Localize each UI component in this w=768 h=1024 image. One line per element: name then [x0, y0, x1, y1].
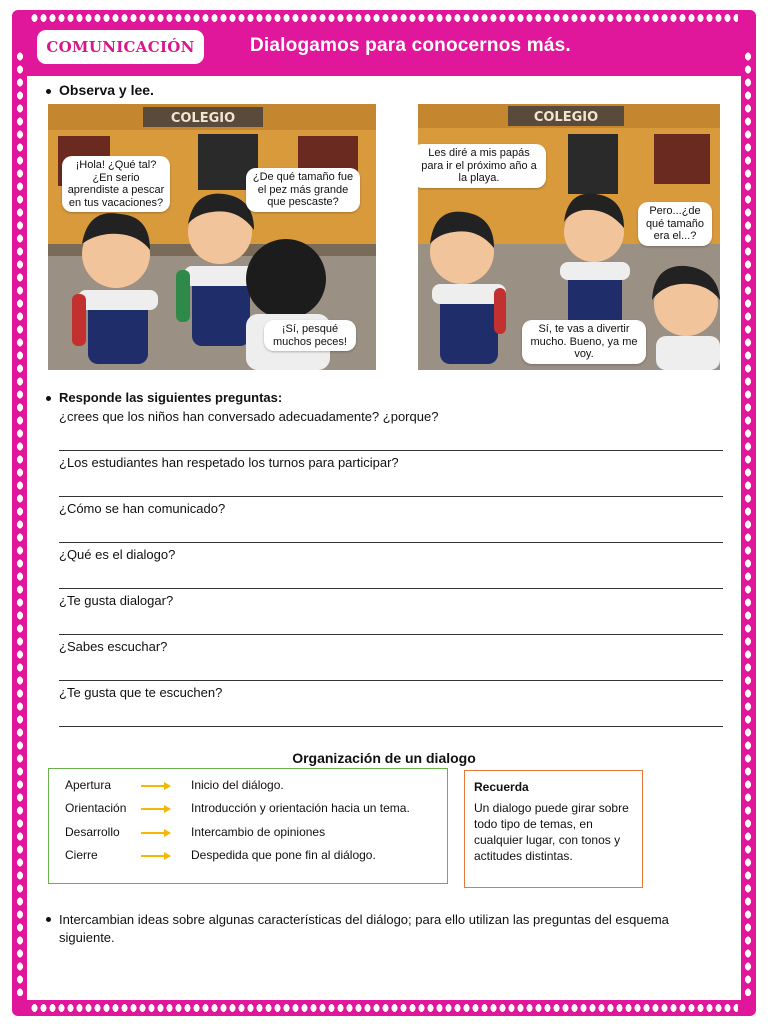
speech-bubble: ¿De qué tamaño fue el pez más grande que pescaste? [246, 168, 360, 212]
question-item [59, 545, 723, 591]
arrow-right-icon [141, 808, 169, 810]
recuerda-title: Recuerda [474, 780, 529, 794]
frame-dots-bottom [30, 1003, 738, 1013]
subject-badge: COMUNICACIÓN [37, 30, 204, 64]
answer-line[interactable] [59, 680, 723, 681]
bullet-icon [46, 396, 51, 401]
question-text: ¿Los estudiantes han respetado los turnos para participar? [59, 455, 399, 470]
question-list [59, 407, 723, 729]
organization-title: Organización de un dialogo [292, 750, 476, 766]
bullet-icon [46, 917, 51, 922]
school-sign: COLEGIO [533, 110, 599, 125]
arrow-right-icon [141, 785, 169, 787]
question-item [59, 453, 723, 499]
organization-term: Apertura [65, 778, 112, 792]
question-text: ¿Sabes escuchar? [59, 639, 168, 654]
question-item [59, 637, 723, 683]
speech-bubble: ¡Hola! ¿Qué tal? ¿En serio aprendiste a pescar en tus vacaciones? [62, 156, 170, 212]
section-heading-observe: Observa y lee. [46, 82, 154, 98]
question-text: ¿crees que los niños han conversado adecuadamente? ¿porque? [59, 409, 439, 424]
speech-bubble: Sí, te vas a divertir mucho. Bueno, ya me voy. [522, 320, 646, 364]
bullet-icon [46, 89, 51, 94]
organization-term: Desarrollo [65, 825, 120, 839]
question-text: ¿Te gusta dialogar? [59, 593, 174, 608]
organization-term: Orientación [65, 801, 127, 815]
arrow-right-icon [141, 832, 169, 834]
comic-panel-right [418, 104, 720, 370]
frame-dots-left [15, 50, 25, 996]
answer-line[interactable] [59, 634, 723, 635]
recuerda-text: Un dialogo puede girar sobre todo tipo de temas, en cualquier lugar, con tonos y actitudes distintas. [474, 801, 629, 863]
answer-line[interactable] [59, 450, 723, 451]
school-sign: COLEGIO [170, 111, 236, 126]
question-item [59, 499, 723, 545]
organization-row [65, 848, 445, 866]
organization-row [65, 778, 445, 796]
organization-row [65, 801, 445, 819]
organization-definition: Intercambio de opiniones [191, 825, 326, 839]
section-heading-questions: Responde las siguientes preguntas: [46, 390, 282, 405]
organization-definition: Inicio del diálogo. [191, 778, 284, 792]
question-item [59, 591, 723, 637]
final-instruction [46, 911, 726, 947]
organization-term: Cierre [65, 848, 98, 862]
frame-dots-top [30, 13, 738, 23]
question-text: ¿Cómo se han comunicado? [59, 501, 226, 516]
answer-line[interactable] [59, 496, 723, 497]
organization-definition: Despedida que pone fin al diálogo. [191, 848, 376, 862]
recuerda-box [464, 770, 643, 888]
answer-line[interactable] [59, 588, 723, 589]
organization-box [48, 768, 448, 884]
question-item [59, 407, 723, 453]
question-item [59, 683, 723, 729]
speech-bubble: Les diré a mis papás para ir el próximo año a la playa. [418, 144, 546, 188]
answer-line[interactable] [59, 542, 723, 543]
arrow-right-icon [141, 855, 169, 857]
comic-panel-left [48, 104, 376, 370]
speech-bubble: Pero...¿de qué tamaño era el...? [638, 202, 712, 246]
answer-line[interactable] [59, 726, 723, 727]
page-title: Dialogamos para conocernos más. [250, 35, 571, 56]
final-instruction-text: Intercambian ideas sobre algunas características del diálogo; para ello utilizan las preguntas del esquema siguiente. [59, 912, 669, 945]
frame-dots-right [743, 50, 753, 996]
question-text: ¿Te gusta que te escuchen? [59, 685, 223, 700]
organization-definition: Introducción y orientación hacia un tema. [191, 801, 410, 815]
organization-row [65, 825, 445, 843]
question-text: ¿Qué es el dialogo? [59, 547, 176, 562]
speech-bubble: ¡Sí, pesqué muchos peces! [264, 320, 356, 351]
